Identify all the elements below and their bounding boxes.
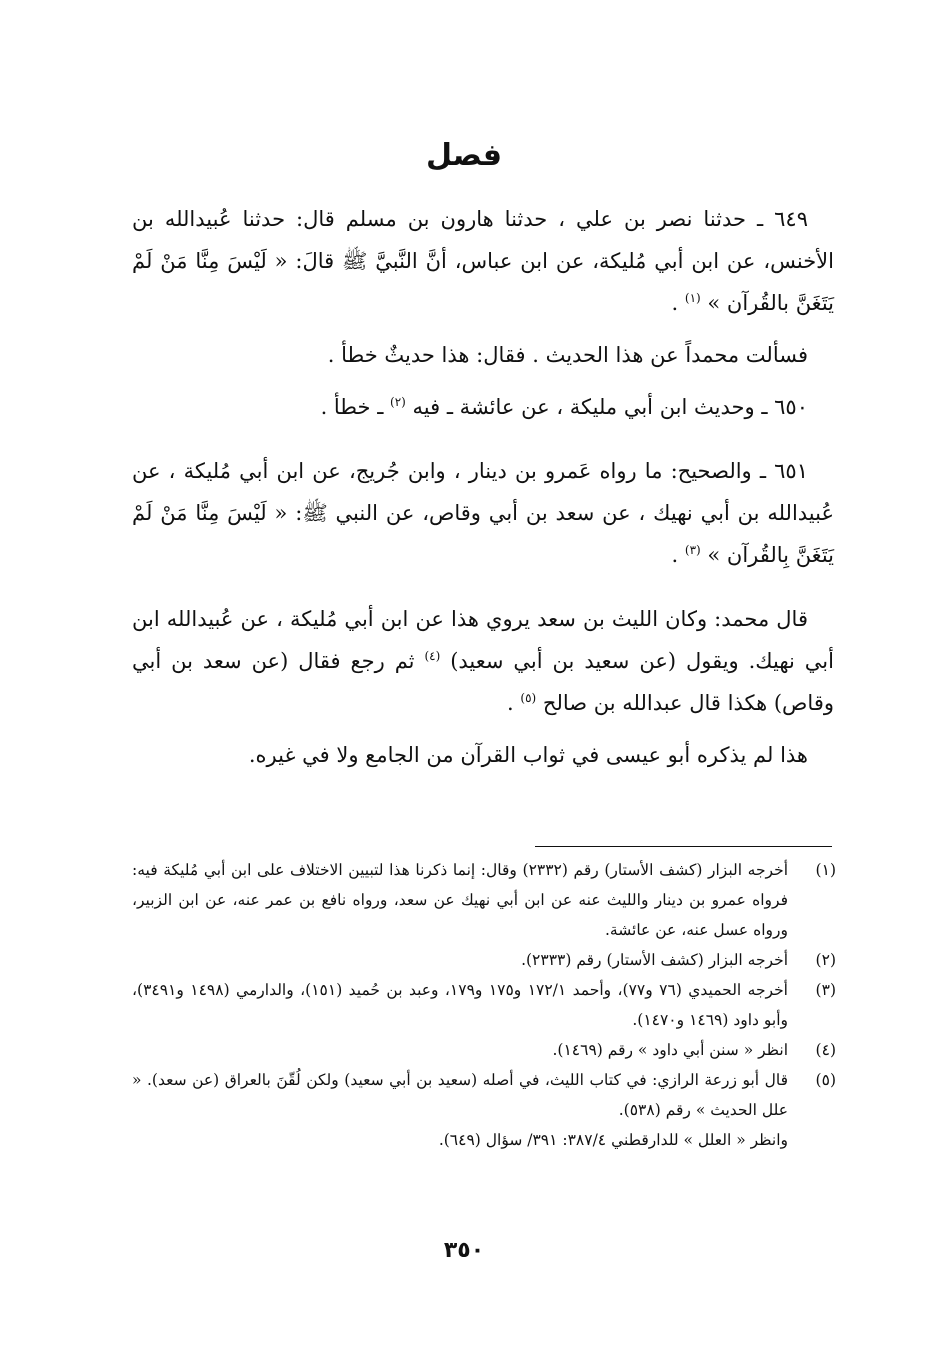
footnote-ref-4[interactable]: (٤)	[424, 649, 441, 663]
footnote-number: (٣)	[815, 981, 836, 999]
footnote-3	[132, 975, 836, 1035]
page-number: ٣٥٠	[443, 1238, 485, 1263]
footnote-2	[132, 945, 836, 975]
paragraph-650-end: ـ خطأ .	[320, 395, 391, 419]
footnote-5	[132, 1065, 836, 1125]
footnote-ref-3[interactable]: (٣)	[684, 543, 701, 557]
paragraph-651	[132, 450, 834, 576]
footnote-ref-5[interactable]: (٥)	[520, 691, 537, 705]
paragraph-muhammad-start: قال محمد: وكان الليث بن سعد يروي هذا عن ابن أبي مُليكة ، عن عُبيدالله ابن أبي نهيك. ويقول (عن سعيد بن أبي سعيد)	[132, 607, 834, 673]
paragraph-650-text: ٦٥٠ ـ وحديث ابن أبي مليكة ، عن عائشة ـ فيه	[412, 395, 808, 419]
footnote-5-continuation: وانظر « العلل » للدارقطني ٣٨٧/٤: ٣٩١/ سؤال (٦٤٩).	[438, 1131, 788, 1149]
section-title: فصل	[426, 138, 502, 173]
footnote-1	[132, 855, 836, 945]
paragraph-muhammad-mid: ثم رجع فقال (عن سعد بن أبي وقاص) هكذا قال عبدالله بن صالح	[132, 649, 834, 715]
paragraph-651-end: .	[671, 543, 685, 567]
paragraph-muhammad	[132, 598, 834, 724]
footnote-ref-1[interactable]: (١)	[684, 291, 701, 305]
footnote-4	[132, 1035, 836, 1065]
paragraph-649-text: ٦٤٩ ـ حدثنا نصر بن علي ، حدثنا هارون بن مسلم قال: حدثنا عُبيدالله بن الأخنس، عن ابن أبي مُليكة، عن ابن عباس، أنَّ النَّبيَّ ﷺ قالَ: « لَيْسَ مِنَّا مَنْ لَمْ يَتَغَنَّ بالقُرآن »	[132, 207, 834, 315]
footnote-number: (١)	[815, 861, 836, 879]
footnote-text: أخرجه الحميدي (٧٦ و٧٧)، وأحمد ١٧٢/١ و١٧٥ و١٧٩، وعبد بن حُميد (١٥١)، والدارمي (١٤٩٨ و٣٤٩١)، وأبو داود (١٤٦٩ و١٤٧٠).	[132, 981, 788, 1029]
footnote-text: أخرجه البزار (كشف الأستار) رقم (٢٣٣٢) وقال: إنما ذكرنا هذا لتبيين الاختلاف على ابن أبي مُليكة فيه: فرواه عمرو بن دينار والليث عنه عن ابن أبي نهيك عن سعد، ورواه نافع بن عمر عنه، عن ابن الزبير، ورواه عسل عنه، عن عائشة.	[132, 861, 788, 939]
footnote-number: (٢)	[815, 951, 836, 969]
footnote-text: أخرجه البزار (كشف الأستار) رقم (٢٣٣٣).	[521, 951, 788, 969]
paragraph-651-text: ٦٥١ ـ والصحيح: ما رواه عَمرو بن دينار ، وابن جُريج، عن ابن أبي مُليكة ، عن عُبيدالله بن أبي نهيك ، عن سعد بن أبي وقاص، عن النبي ﷺ: « لَيْسَ مِنَّا مَنْ لَمْ يَتَغَنَّ بِالقُرآن »	[132, 459, 835, 567]
main-text	[132, 198, 834, 776]
footnotes	[132, 855, 836, 1155]
paragraph-649-end: .	[671, 291, 685, 315]
paragraph-650	[132, 386, 834, 428]
footnote-text: قال أبو زرعة الرازي: في كتاب الليث، في أصله (سعيد بن أبي سعيد) ولكن لُقّنَ بالعراق (عن سعد). « علل الحديث » رقم (٥٣٨).	[132, 1071, 788, 1119]
paragraph-649	[132, 198, 834, 324]
footnote-text: انظر « سنن أبي داود » رقم (١٤٦٩).	[552, 1041, 788, 1059]
paragraph-question: فسألت محمداً عن هذا الحديث . فقال: هذا حديثٌ خطأ .	[327, 343, 808, 367]
paragraph-muhammad-end: .	[507, 691, 521, 715]
paragraph-closing: هذا لم يذكره أبو عيسى في ثواب القرآن من الجامع ولا في غيره.	[248, 743, 808, 767]
footnote-divider	[535, 846, 832, 847]
footnote-number: (٤)	[815, 1041, 836, 1059]
footnote-number: (٥)	[815, 1071, 836, 1089]
footnote-ref-2[interactable]: (٢)	[390, 395, 406, 409]
